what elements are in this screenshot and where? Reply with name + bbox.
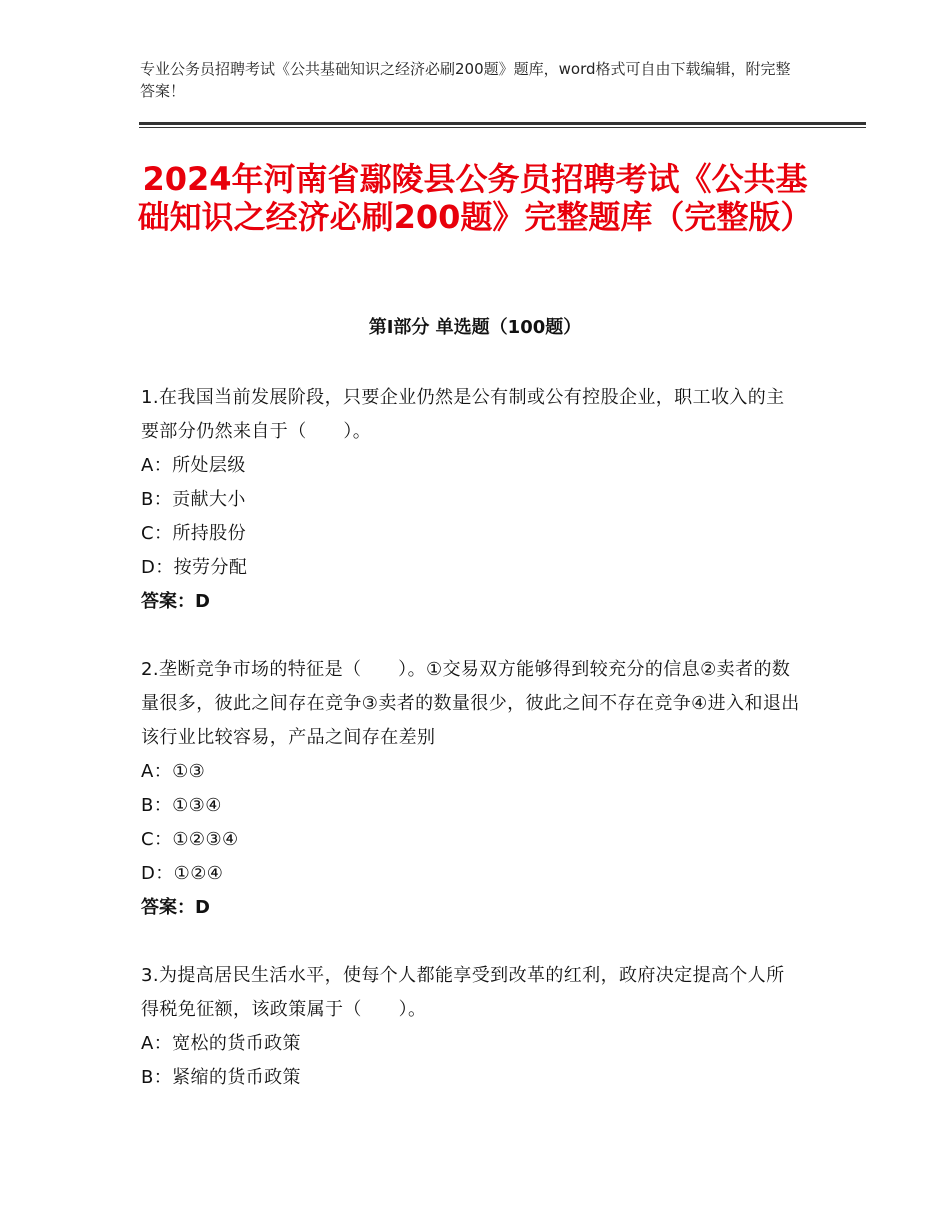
question-stem: 1.在我国当前发展阶段，只要企业仍然是公有制或公有控股企业，职工收入的主要部分仍然来自于（ ）。 — [141, 387, 785, 442]
question-stem: 2.垄断竞争市场的特征是（ ）。①交易双方能够得到较充分的信息②卖者的数量很多，彼此之间存在竞争③卖者的数量很少，彼此之间不存在竞争④进入和退出该行业比较容易，产品之间存在差别 — [141, 659, 800, 748]
option-c: C：①②③④ — [141, 829, 239, 850]
section-heading: 第Ⅰ部分 单选题（100题） — [368, 317, 582, 338]
header-rule-thick — [139, 122, 866, 125]
option-d: D：按劳分配 — [141, 557, 248, 578]
option-d: D：①②④ — [141, 863, 224, 884]
option-c: C：所持股份 — [141, 523, 246, 544]
document-title: 2024年河南省鄢陵县公务员招聘考试《公共基础知识之经济必刷200题》完整题库（完整版） — [137, 160, 813, 236]
option-b: B：紧缩的货币政策 — [141, 1067, 301, 1088]
header-rule-thin — [139, 127, 866, 128]
option-a: A：①③ — [141, 761, 206, 782]
option-a: A：宽松的货币政策 — [141, 1033, 301, 1054]
answer: 答案：D — [141, 591, 210, 612]
option-b: B：贡献大小 — [141, 489, 246, 510]
header-note: 专业公务员招聘考试《公共基础知识之经济必刷200题》题库，word格式可自由下载编辑，附完整答案！ — [140, 60, 791, 100]
answer: 答案：D — [141, 897, 210, 918]
question-1 — [141, 381, 801, 619]
question-3 — [141, 959, 801, 1095]
option-a: A：所处层级 — [141, 455, 246, 476]
option-b: B：①③④ — [141, 795, 222, 816]
question-stem: 3.为提高居民生活水平，使每个人都能享受到改革的红利，政府决定提高个人所得税免征额，该政策属于（ ）。 — [141, 965, 785, 1020]
question-2 — [141, 653, 801, 925]
